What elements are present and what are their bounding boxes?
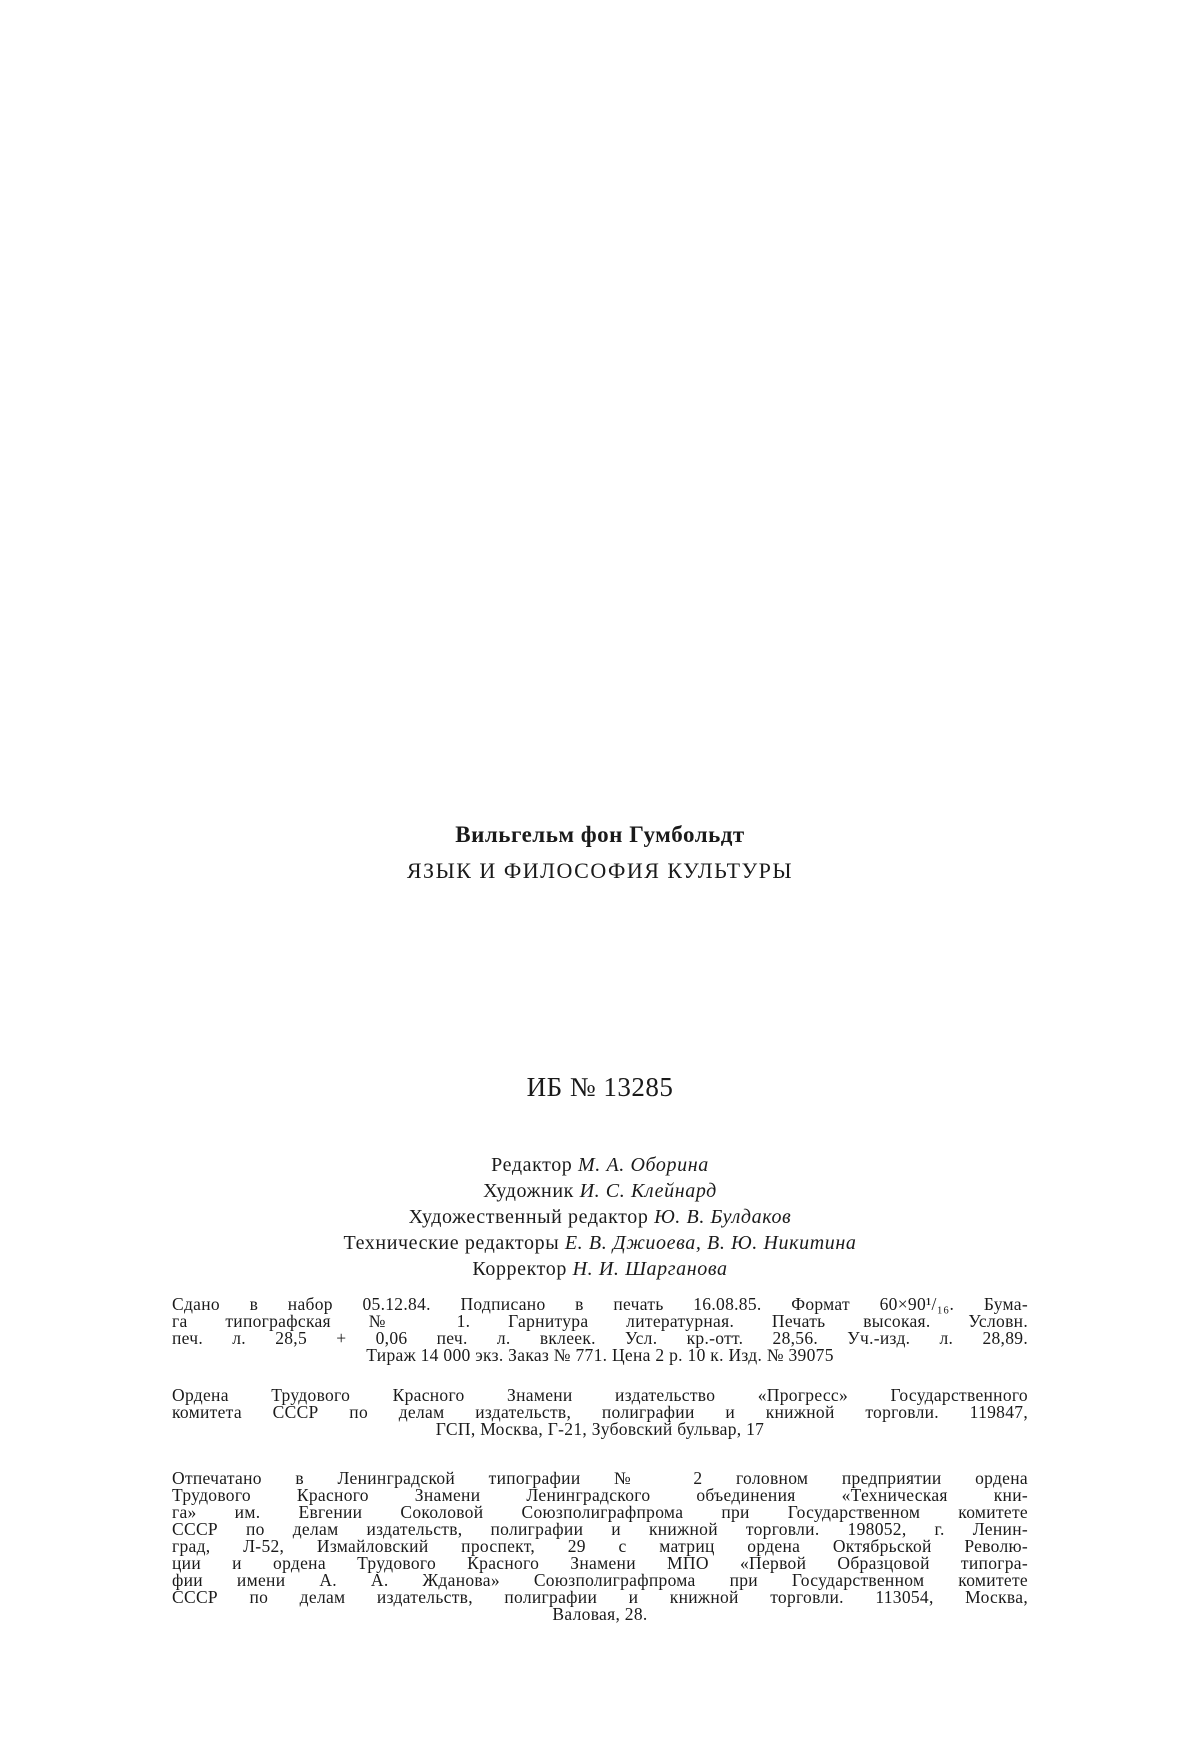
credit-name: Ю. В. Булдаков <box>654 1206 792 1228</box>
ib-number: ИБ № 13285 <box>526 1072 674 1102</box>
credit-role: Корректор <box>472 1258 567 1280</box>
publisher-line: ГСП, Москва, Г-21, Зубовский бульвар, 17 <box>435 1419 765 1439</box>
printer-line: СССР по делам издательств, полиграфии и книжной торговли. 198052, г. Ленин- <box>172 1519 1028 1539</box>
author-name: Вильгельм фон Гумбольдт <box>455 822 745 847</box>
credit-line <box>0 1178 1200 1204</box>
credit-line <box>0 1230 1200 1256</box>
publisher-line: комитета СССР по делам издательств, полиграфии и книжной торговли. 119847, <box>172 1402 1028 1422</box>
publisher-line: Ордена Трудового Красного Знамени издательство «Прогресс» Государственного <box>172 1385 1028 1405</box>
print-details-line: Сдано в набор 05.12.84. Подписано в печать 16.08.85. Формат 60×90¹/₁₆. Бума- <box>172 1294 1028 1314</box>
credit-name: Н. И. Шарганова <box>572 1258 728 1280</box>
printer-line: фии имени А. А. Жданова» Союзполиграфпрома при Государственном комитете <box>172 1570 1028 1590</box>
printer-line: га» им. Евгении Соколовой Союзполиграфпрома при Государственном комитете <box>172 1502 1028 1522</box>
credit-line <box>0 1256 1200 1282</box>
book-title: ЯЗЫК И ФИЛОСОФИЯ КУЛЬТУРЫ <box>406 858 794 883</box>
printer-line: ции и ордена Трудового Красного Знамени МПО «Первой Образцовой типогра- <box>172 1553 1028 1573</box>
printer-line: СССР по делам издательств, полиграфии и книжной торговли. 113054, Москва, <box>172 1587 1028 1607</box>
credit-name: И. С. Клейнард <box>579 1180 717 1202</box>
print-details-line: печ. л. 28,5 + 0,06 печ. л. вклеек. Усл. кр.-отт. 28,56. Уч.-изд. л. 28,89. <box>172 1328 1028 1348</box>
credit-role: Редактор <box>491 1154 573 1176</box>
print-details-line: Тираж 14 000 экз. Заказ № 771. Цена 2 р. 10 к. Изд. № 39075 <box>366 1345 834 1365</box>
publisher-info <box>172 1387 1028 1438</box>
printer-line: Отпечатано в Ленинградской типографии № 2 головном предприятии ордена <box>172 1468 1028 1488</box>
printer-line: Валовая, 28. <box>552 1604 648 1624</box>
printer-info <box>172 1470 1028 1623</box>
credit-name: М. А. Оборина <box>578 1154 709 1176</box>
printer-line: Трудового Красного Знамени Ленинградского объединения «Техническая кни- <box>172 1485 1028 1505</box>
credit-role: Технические редакторы <box>343 1232 560 1254</box>
credit-role: Художественный редактор <box>408 1206 649 1228</box>
credit-role: Художник <box>483 1180 574 1202</box>
credits-block <box>0 1152 1200 1282</box>
credit-line <box>0 1152 1200 1178</box>
print-details-line: га типографская № 1. Гарнитура литературная. Печать высокая. Условн. <box>172 1311 1028 1331</box>
printer-line: град, Л-52, Измайловский проспект, 29 с матриц ордена Октябрьской Револю- <box>172 1536 1028 1556</box>
credit-line <box>0 1204 1200 1230</box>
credit-name: Е. В. Джиоева, В. Ю. Никитина <box>564 1232 857 1254</box>
print-details <box>172 1296 1028 1364</box>
